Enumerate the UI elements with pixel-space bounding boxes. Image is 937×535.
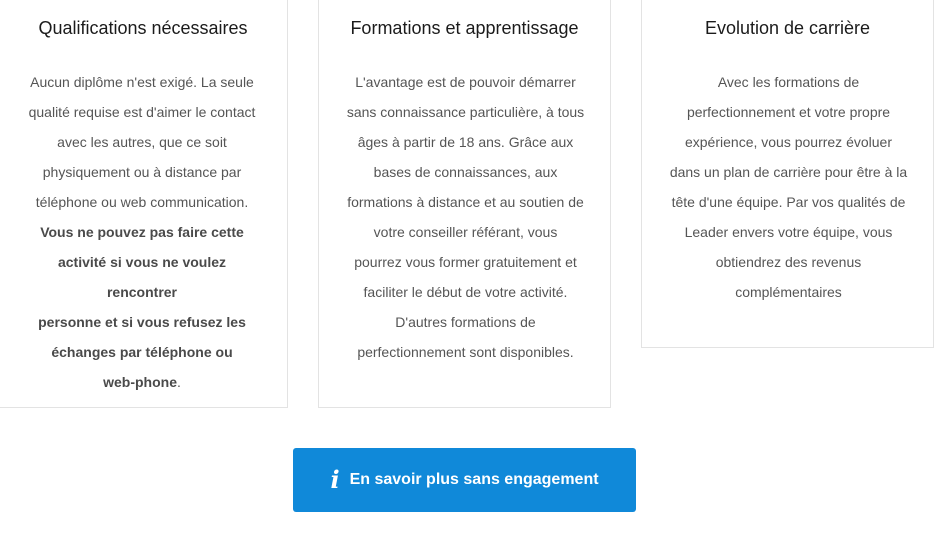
bold-line: échanges par téléphone ou — [51, 344, 233, 360]
text-line: D'autres formations de — [395, 314, 536, 330]
text-line: perfectionnement sont disponibles. — [357, 344, 574, 360]
card-body — [666, 67, 911, 307]
info-icon: i — [330, 464, 340, 494]
text-line: Aucun diplôme n'est exigé. La seule — [30, 74, 254, 90]
text-line: Leader envers votre équipe, vous — [684, 224, 893, 240]
text-line: obtiendrez des revenus — [715, 254, 862, 270]
text-line: bases de connaissances, aux — [373, 164, 558, 180]
text-line: physiquement ou à distance par — [42, 164, 242, 180]
text-line: sans connaissance particulière, à tous — [346, 104, 585, 120]
text-line: L'avantage est de pouvoir démarrer — [355, 74, 576, 90]
bold-line: personne et si vous refusez les — [38, 314, 246, 330]
text-line: téléphone ou web communication. — [35, 194, 249, 210]
final-punctuation: . — [177, 374, 181, 390]
text-line: formations à distance et au soutien de — [347, 194, 584, 210]
bold-line: Vous ne pouvez pas faire cette — [40, 224, 244, 240]
card-title: Formations et apprentissage — [350, 18, 579, 38]
text-line: votre conseiller référant, vous — [373, 224, 558, 240]
learn-more-button[interactable] — [293, 448, 636, 512]
card-body — [25, 67, 259, 397]
text-line: Avec les formations de — [717, 74, 860, 90]
text-line: tête d'une équipe. Par vos qualités de — [671, 194, 906, 210]
text-line: perfectionnement et votre propre — [686, 104, 891, 120]
card-qualifications — [0, 0, 288, 408]
card-evolution — [641, 0, 934, 348]
text-line: avec les autres, que ce soit — [57, 134, 227, 150]
card-body — [343, 67, 588, 367]
bold-line: activité si vous ne voulez rencontrer — [57, 254, 227, 300]
text-line: dans un plan de carrière pour être à la — [669, 164, 908, 180]
text-line: expérience, vous pourrez évoluer — [684, 134, 892, 150]
bold-line: web-phone — [103, 374, 177, 390]
text-line: complémentaires — [735, 284, 842, 300]
learn-more-label: En savoir plus sans engagement — [349, 471, 599, 488]
text-line: faciliter le début de votre activité. — [363, 284, 568, 300]
card-title: Qualifications nécessaires — [38, 18, 248, 38]
card-formations — [318, 0, 611, 408]
text-line: qualité requise est d'aimer le contact — [28, 104, 256, 120]
text-line: âges à partir de 18 ans. Grâce aux — [357, 134, 574, 150]
card-title: Evolution de carrière — [704, 18, 871, 38]
text-line: pourrez vous former gratuitement et — [354, 254, 577, 270]
